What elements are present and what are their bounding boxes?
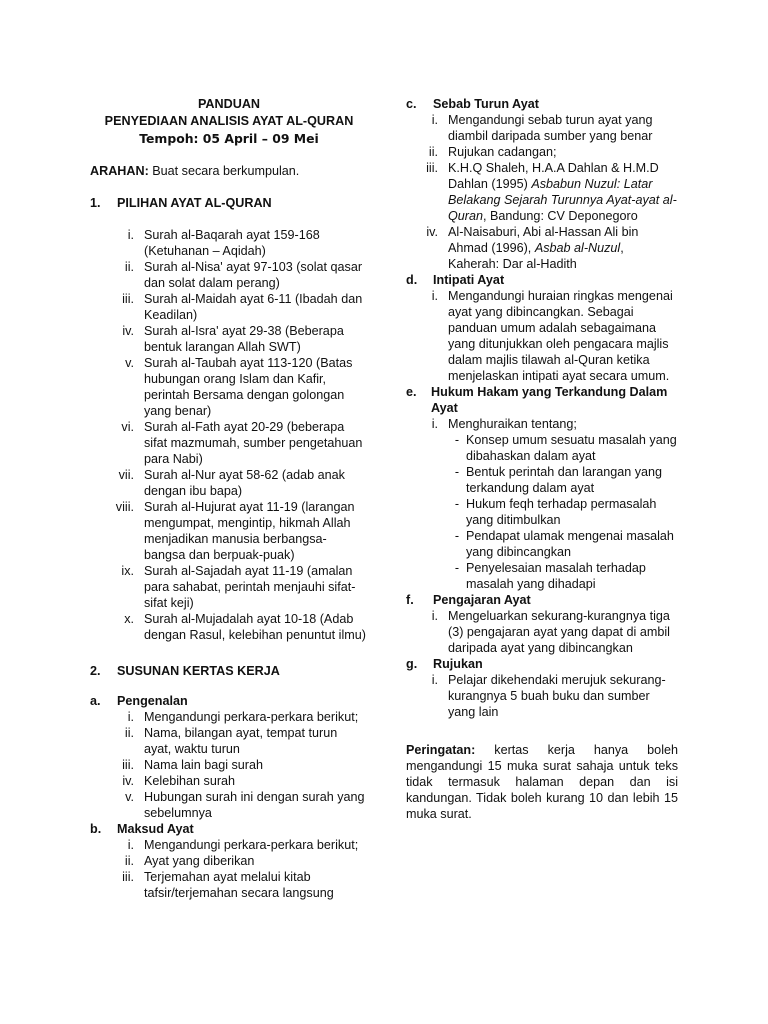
list-item bbox=[406, 416, 678, 592]
section-1-title: PILIHAN AYAT AL-QURAN bbox=[117, 196, 272, 210]
subsection-g-heading bbox=[406, 656, 678, 672]
item-number: i. bbox=[431, 417, 438, 431]
item-number: viii. bbox=[115, 500, 134, 514]
reference-book-title: Asbab al-Nuzul bbox=[534, 241, 621, 255]
item-text: Surah al-Baqarah ayat 159-168 (Ketuhanan – Aqidah) bbox=[144, 228, 320, 258]
list-item bbox=[90, 757, 368, 773]
subsection-a-title: Pengenalan bbox=[117, 694, 188, 708]
dash-marker: - bbox=[454, 497, 460, 511]
item-number: iii. bbox=[122, 292, 134, 306]
section-1-number: 1. bbox=[90, 196, 101, 210]
list-item bbox=[90, 611, 368, 643]
item-text: Mengandungi perkara-perkara berikut; bbox=[144, 838, 359, 852]
dash-marker: - bbox=[454, 465, 460, 479]
subsection-f-heading bbox=[406, 592, 678, 608]
subsection-a-heading bbox=[90, 693, 368, 709]
list-item bbox=[90, 419, 368, 467]
arahan-label: ARAHAN: bbox=[90, 164, 149, 178]
subsection-e-heading bbox=[406, 384, 678, 416]
item-number: i. bbox=[127, 838, 134, 852]
list-item bbox=[90, 709, 368, 725]
item-text: Mengeluarkan sekurang-kurangnya tiga (3) pengajaran ayat yang dapat di ambil daripada ayat yang dibincangkan bbox=[448, 609, 670, 655]
item-number: ii. bbox=[428, 145, 438, 159]
item-text: Surah al-Nisa' ayat 97-103 (solat qasar dan solat dalam perang) bbox=[144, 260, 363, 290]
list-item bbox=[90, 467, 368, 499]
subsection-a-label: a. bbox=[90, 694, 101, 708]
subsection-b-title: Maksud Ayat bbox=[117, 822, 194, 836]
item-number: i. bbox=[431, 289, 438, 303]
item-text: Surah al-Mujadalah ayat 10-18 (Adab dengan Rasul, kelebihan penuntut ilmu) bbox=[144, 612, 366, 642]
maksud-ayat-list bbox=[90, 837, 368, 901]
reference-publisher: , Kaherah: Dar al-Hadith bbox=[448, 241, 624, 271]
item-text: Ayat yang diberikan bbox=[144, 854, 255, 868]
right-column bbox=[406, 96, 678, 822]
list-item bbox=[406, 672, 678, 720]
item-text: Kelebihan surah bbox=[144, 774, 236, 788]
item-number: v. bbox=[125, 790, 134, 804]
rujukan-list bbox=[406, 672, 678, 720]
subsection-f-label: f. bbox=[406, 593, 414, 607]
surah-list bbox=[90, 227, 368, 643]
item-number: iii. bbox=[122, 758, 134, 772]
item-number: vi. bbox=[121, 420, 134, 434]
list-item bbox=[90, 323, 368, 355]
list-item bbox=[90, 227, 368, 259]
subsection-g-title: Rujukan bbox=[433, 657, 483, 671]
subsection-c-heading bbox=[406, 96, 678, 112]
item-text: Terjemahan ayat melalui kitab tafsir/terjemahan secara langsung bbox=[144, 870, 334, 900]
subsection-c-title: Sebab Turun Ayat bbox=[433, 97, 539, 111]
section-2-heading bbox=[90, 663, 368, 679]
left-column bbox=[90, 96, 368, 901]
dash-text: Penyelesaian masalah terhadap masalah yang dihadapi bbox=[466, 561, 646, 591]
item-number: iii. bbox=[426, 161, 438, 175]
list-item bbox=[90, 291, 368, 323]
item-number: i. bbox=[127, 710, 134, 724]
section-2-number: 2. bbox=[90, 664, 101, 678]
subsection-b-label: b. bbox=[90, 822, 102, 836]
item-number: v. bbox=[125, 356, 134, 370]
list-item bbox=[90, 853, 368, 869]
list-item bbox=[90, 259, 368, 291]
item-text: Surah al-Taubah ayat 113-120 (Batas hubungan orang Islam dan Kafir, perintah Bersama dengan golongan yang benar) bbox=[144, 356, 353, 418]
subsection-c-label: c. bbox=[406, 97, 417, 111]
item-number: ix. bbox=[121, 564, 134, 578]
item-number: iv. bbox=[426, 225, 438, 239]
item-number: i. bbox=[431, 673, 438, 687]
subsection-d-heading bbox=[406, 272, 678, 288]
list-item bbox=[90, 563, 368, 611]
reference-authors: K.H.Q Shaleh, H.A.A Dahlan & H.M.D Dahlan (1995) bbox=[448, 161, 659, 191]
dash-marker: - bbox=[454, 529, 460, 543]
list-item bbox=[406, 160, 678, 224]
item-number: ii. bbox=[124, 726, 134, 740]
list-item bbox=[90, 773, 368, 789]
section-2-title: SUSUNAN KERTAS KERJA bbox=[117, 664, 280, 678]
item-number: iii. bbox=[122, 870, 134, 884]
sebab-turun-list bbox=[406, 112, 678, 272]
list-item bbox=[90, 725, 368, 757]
pengenalan-list bbox=[90, 709, 368, 821]
item-text: Surah al-Sajadah ayat 11-19 (amalan para sahabat, perintah menjauhi sifat-sifat keji) bbox=[144, 564, 356, 610]
arahan-text: Buat secara berkumpulan. bbox=[148, 164, 300, 178]
reference-text bbox=[448, 224, 678, 272]
item-text: Hubungan surah ini dengan surah yang sebelumnya bbox=[144, 790, 365, 820]
peringatan-text: kertas kerja hanya boleh mengandungi 15 muka surat sahaja untuk teks tidak termasuk halaman depan dan isi kandungan. Tidak boleh kurang 10 dan lebih 15 muka surat. bbox=[406, 743, 678, 821]
dash-item bbox=[448, 464, 678, 496]
dash-item bbox=[448, 432, 678, 464]
subsection-d-title: Intipati Ayat bbox=[433, 273, 505, 287]
dash-text: Bentuk perintah dan larangan yang terkandung dalam ayat bbox=[466, 465, 663, 495]
dash-item bbox=[448, 496, 678, 528]
item-text: Surah al-Hujurat ayat 11-19 (larangan mengumpat, mengintip, hikmah Allah menjadikan manusia berbangsa-bangsa dan berpuak-puak) bbox=[144, 500, 355, 562]
reference-book-title: Asbabun Nuzul: Latar Belakang Sejarah Turunnya Ayat-ayat al-Quran bbox=[448, 177, 677, 223]
reference-authors: Al-Naisaburi, Abi al-Hassan Ali bin Ahmad (1996), bbox=[448, 225, 639, 255]
list-item bbox=[406, 608, 678, 656]
item-number: ii. bbox=[124, 854, 134, 868]
peringatan-label: Peringatan: bbox=[406, 743, 476, 757]
item-text: Pelajar dikehendaki merujuk sekurang-kurangnya 5 buah buku dan sumber yang lain bbox=[448, 673, 666, 719]
item-text: Nama lain bagi surah bbox=[144, 758, 264, 772]
intipati-list bbox=[406, 288, 678, 384]
item-number: ii. bbox=[124, 260, 134, 274]
list-item bbox=[90, 837, 368, 853]
list-item bbox=[406, 288, 678, 384]
item-text: Menghuraikan tentang; bbox=[448, 417, 577, 431]
item-text: Mengandungi huraian ringkas mengenai ayat yang dibincangkan. Sebagai panduan umum adalah sebagaimana yang ditunjukkan oleh pengacara majlis dalam majlis tilawah al-Quran ketika menjelaskan intipati ayat secara umum. bbox=[448, 289, 673, 383]
item-text: Surah al-Maidah ayat 6-11 (Ibadah dan Keadilan) bbox=[144, 292, 363, 322]
item-text: Surah al-Fath ayat 20-29 (beberapa sifat mazmumah, sumber pengetahuan para Nabi) bbox=[144, 420, 363, 466]
hukum-hakam-list bbox=[406, 416, 678, 592]
item-body bbox=[448, 416, 678, 592]
list-item bbox=[90, 789, 368, 821]
item-number: vii. bbox=[118, 468, 134, 482]
dash-item bbox=[448, 528, 678, 560]
dash-text: Konsep umum sesuatu masalah yang dibahaskan dalam ayat bbox=[466, 433, 677, 463]
list-item bbox=[90, 499, 368, 563]
subsection-e-label: e. bbox=[406, 385, 417, 399]
subsection-g-label: g. bbox=[406, 657, 418, 671]
pengajaran-list bbox=[406, 608, 678, 656]
item-text: Surah al-Isra' ayat 29-38 (Beberapa bentuk larangan Allah SWT) bbox=[144, 324, 344, 354]
title-line-2: PENYEDIAAN ANALISIS AYAT AL-QURAN bbox=[104, 114, 354, 128]
item-text: Mengandungi perkara-perkara berikut; bbox=[144, 710, 359, 724]
list-item bbox=[406, 224, 678, 272]
dash-item bbox=[448, 560, 678, 592]
dash-marker: - bbox=[454, 433, 460, 447]
item-text: Nama, bilangan ayat, tempat turun ayat, waktu turun bbox=[144, 726, 338, 756]
item-text: Rujukan cadangan; bbox=[448, 145, 557, 159]
document-title bbox=[90, 96, 368, 147]
section-1-heading bbox=[90, 195, 368, 211]
item-text: Mengandungi sebab turun ayat yang diambil daripada sumber yang benar bbox=[448, 113, 653, 143]
list-item bbox=[90, 869, 368, 901]
list-item bbox=[406, 112, 678, 144]
subsection-d-label: d. bbox=[406, 273, 418, 287]
reference-publisher: , Bandung: CV Deponegoro bbox=[483, 209, 638, 223]
subsection-b-heading bbox=[90, 821, 368, 837]
item-number: iv. bbox=[122, 774, 134, 788]
dash-text: Pendapat ulamak mengenai masalah yang dibincangkan bbox=[466, 529, 674, 559]
arahan bbox=[90, 163, 368, 179]
item-number: i. bbox=[431, 609, 438, 623]
list-item bbox=[90, 355, 368, 419]
list-item bbox=[406, 144, 678, 160]
item-number: i. bbox=[431, 113, 438, 127]
reference-text bbox=[448, 160, 678, 224]
peringatan-note bbox=[406, 742, 678, 822]
item-number: i. bbox=[127, 228, 134, 242]
item-number: x. bbox=[124, 612, 134, 626]
dash-marker: - bbox=[454, 561, 460, 575]
title-tempoh: Tempoh: 05 April – 09 Mei bbox=[139, 131, 319, 146]
subsection-f-title: Pengajaran Ayat bbox=[433, 593, 531, 607]
title-line-1: PANDUAN bbox=[197, 97, 261, 111]
subsection-e-title: Hukum Hakam yang Terkandung Dalam Ayat bbox=[431, 385, 668, 415]
dash-text: Hukum feqh terhadap permasalah yang ditimbulkan bbox=[466, 497, 657, 527]
item-number: iv. bbox=[122, 324, 134, 338]
item-text: Surah al-Nur ayat 58-62 (adab anak dengan ibu bapa) bbox=[144, 468, 345, 498]
